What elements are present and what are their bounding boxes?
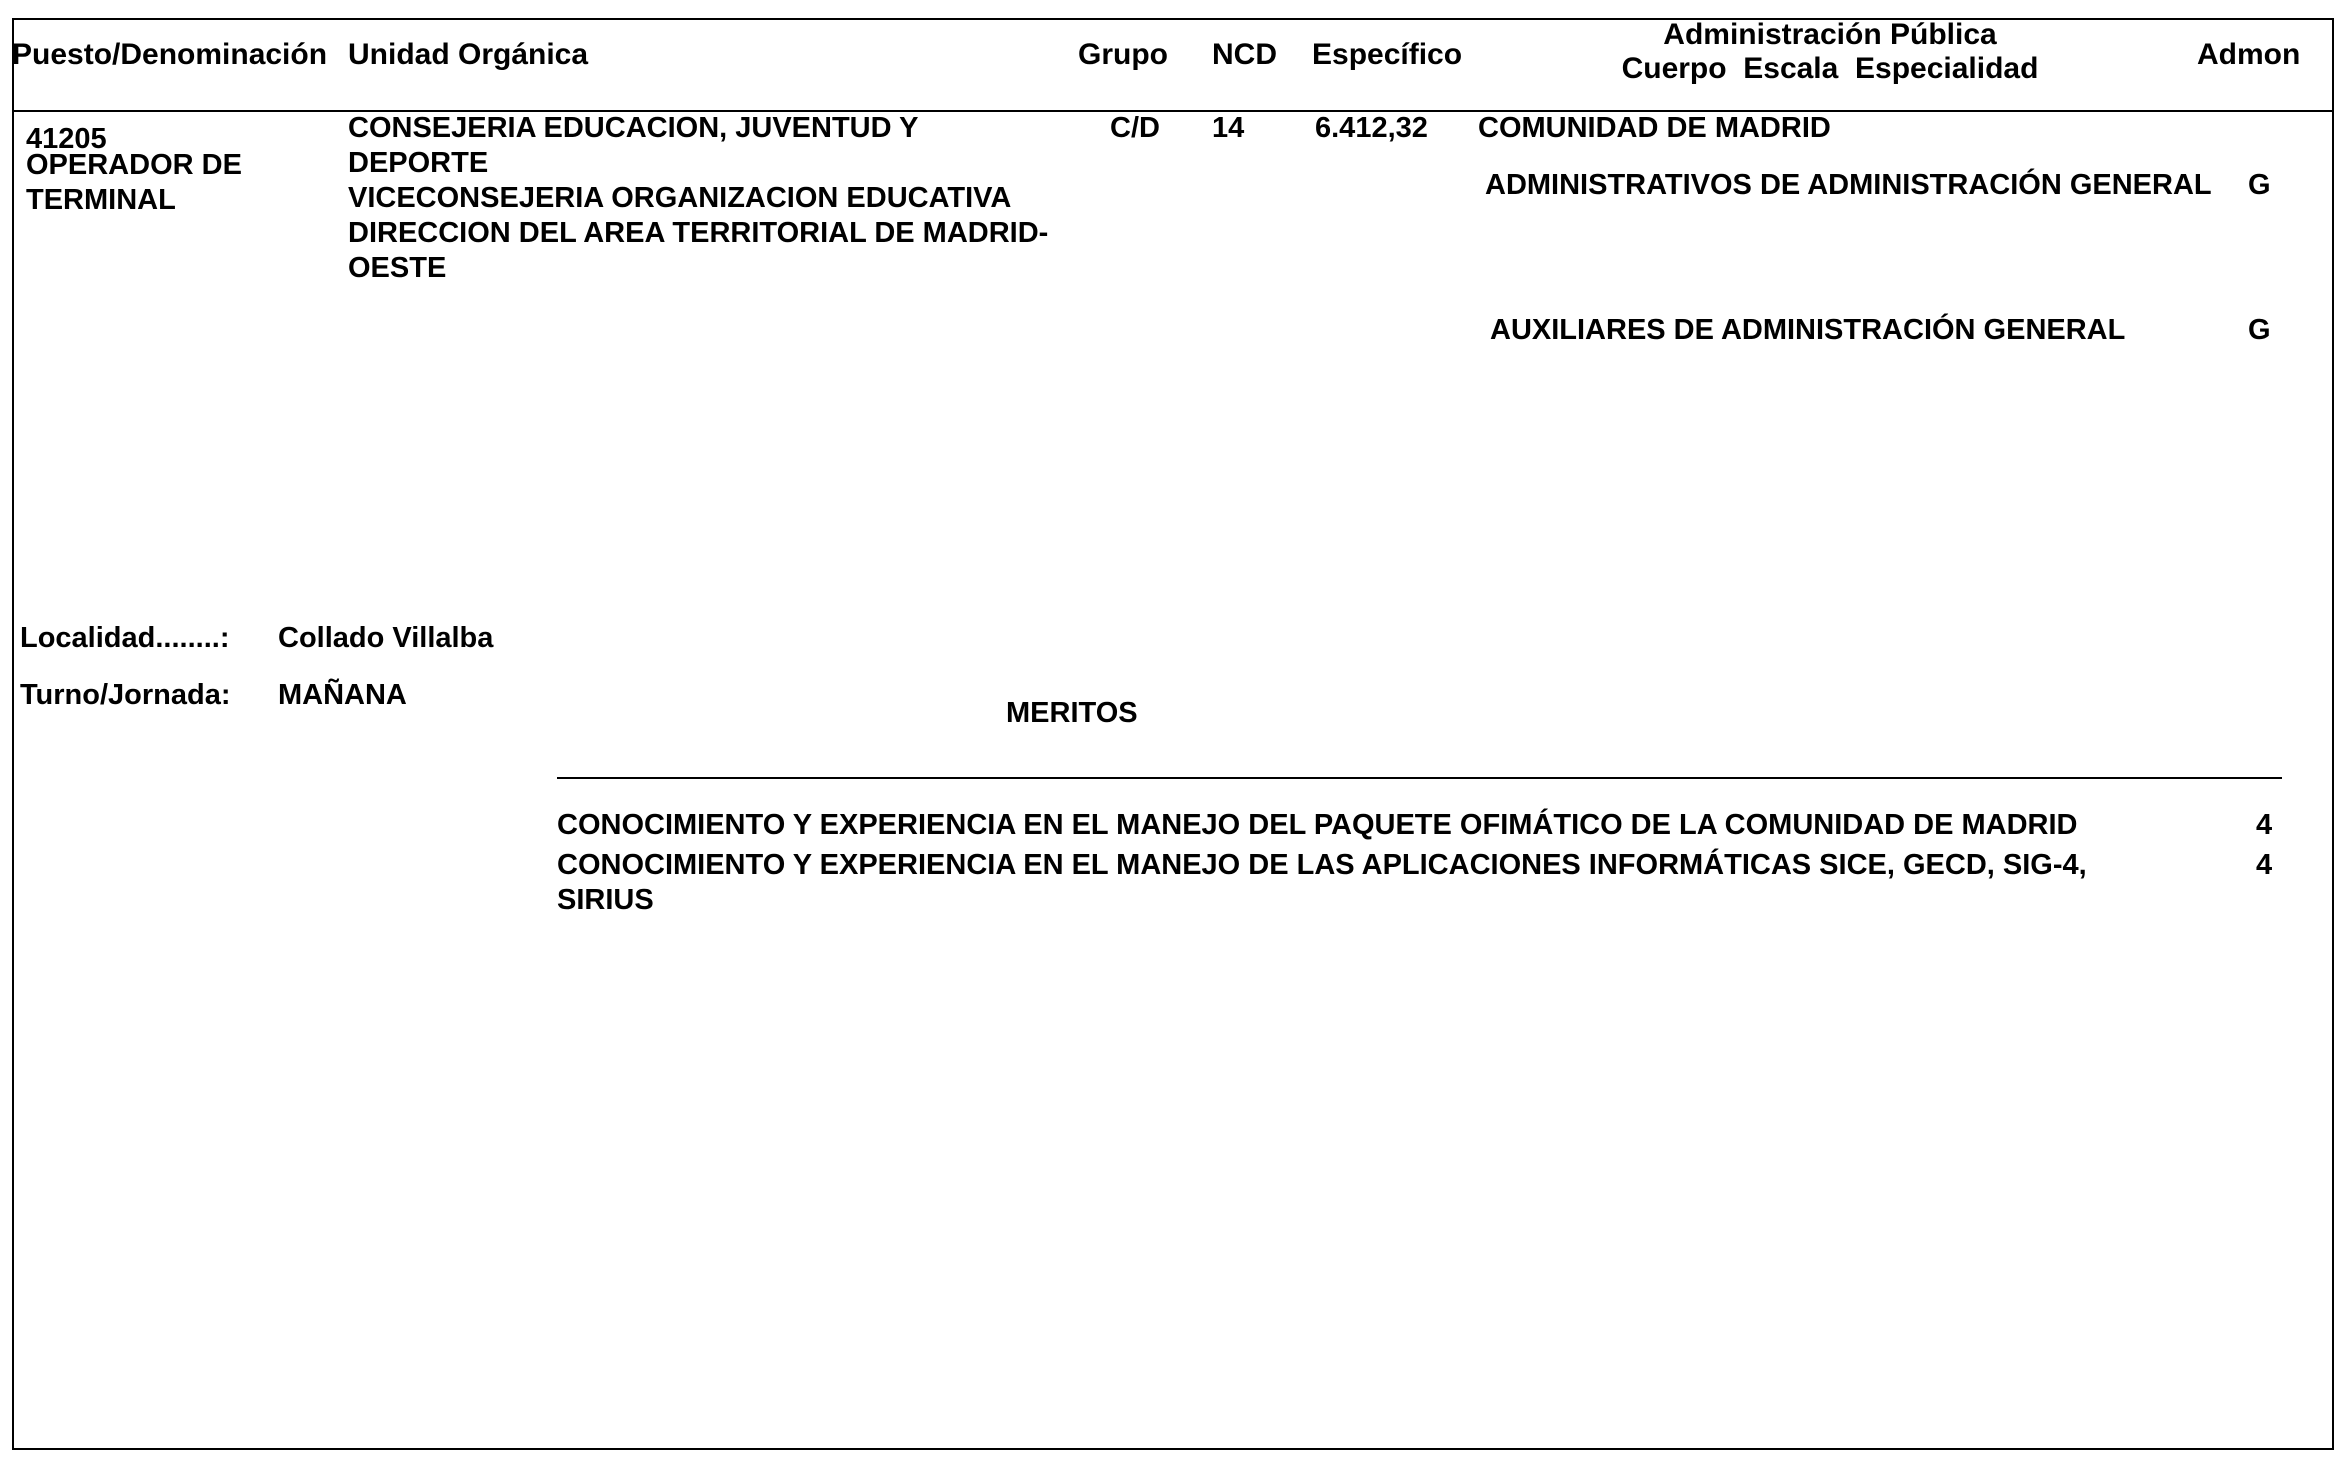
unidad-line: OESTE bbox=[348, 252, 447, 284]
especifico-value: 6.412,32 bbox=[1315, 112, 1428, 144]
merito-line: CONOCIMIENTO Y EXPERIENCIA EN EL MANEJO DE LAS APLICACIONES INFORMÁTICAS SICE, GECD, SIG-4, bbox=[557, 849, 2087, 881]
meritos-divider bbox=[557, 777, 2282, 779]
unidad-line: DEPORTE bbox=[348, 147, 489, 179]
header-ncd: NCD bbox=[1212, 38, 1277, 71]
merito-text bbox=[557, 848, 2087, 918]
grupo-value: C/D bbox=[1110, 112, 1160, 144]
header-unidad-organica: Unidad Orgánica bbox=[348, 38, 589, 71]
ncd-value: 14 bbox=[1212, 112, 1245, 144]
administracion-value: COMUNIDAD DE MADRID bbox=[1478, 112, 1831, 144]
denominacion-line: OPERADOR DE bbox=[26, 149, 242, 181]
unidad-line: CONSEJERIA EDUCACION, JUVENTUD Y bbox=[348, 112, 919, 144]
merito-puntos: 4 bbox=[2256, 849, 2273, 881]
denominacion-line: TERMINAL bbox=[26, 184, 176, 216]
merito-line: SIRIUS bbox=[557, 884, 654, 916]
cuerpo-name: AUXILIARES DE ADMINISTRACIÓN GENERAL bbox=[1490, 314, 2126, 346]
meritos-title: MERITOS bbox=[1006, 697, 1138, 729]
puesto-denominacion bbox=[26, 148, 242, 218]
header-especifico: Específico bbox=[1312, 38, 1463, 71]
header-admon: Admon bbox=[2197, 38, 2301, 71]
localidad-value: Collado Villalba bbox=[278, 622, 494, 654]
cuerpo-admon: G bbox=[2248, 314, 2271, 346]
header-administracion-publica: Administración Pública bbox=[1663, 18, 1997, 51]
unidad-line: DIRECCION DEL AREA TERRITORIAL DE MADRID- bbox=[348, 217, 1049, 249]
unidad-organica bbox=[348, 111, 1048, 286]
puesto-codigo: 41205 bbox=[26, 123, 107, 155]
header-grupo: Grupo bbox=[1078, 38, 1168, 71]
localidad-label: Localidad........: bbox=[20, 622, 230, 654]
header-cuerpo-escala-especialidad: Cuerpo Escala Especialidad bbox=[1621, 52, 2039, 85]
unidad-line: VICECONSEJERIA ORGANIZACION EDUCATIVA bbox=[348, 182, 1012, 214]
turno-value: MAÑANA bbox=[278, 679, 407, 711]
turno-label: Turno/Jornada: bbox=[20, 679, 231, 711]
merito-text: CONOCIMIENTO Y EXPERIENCIA EN EL MANEJO DEL PAQUETE OFIMÁTICO DE LA COMUNIDAD DE MADRID bbox=[557, 809, 2078, 841]
header-puesto: Puesto/Denominación bbox=[12, 38, 328, 71]
cuerpo-name: ADMINISTRATIVOS DE ADMINISTRACIÓN GENERAL bbox=[1485, 169, 2212, 201]
cuerpo-admon: G bbox=[2248, 169, 2271, 201]
merito-puntos: 4 bbox=[2256, 809, 2273, 841]
